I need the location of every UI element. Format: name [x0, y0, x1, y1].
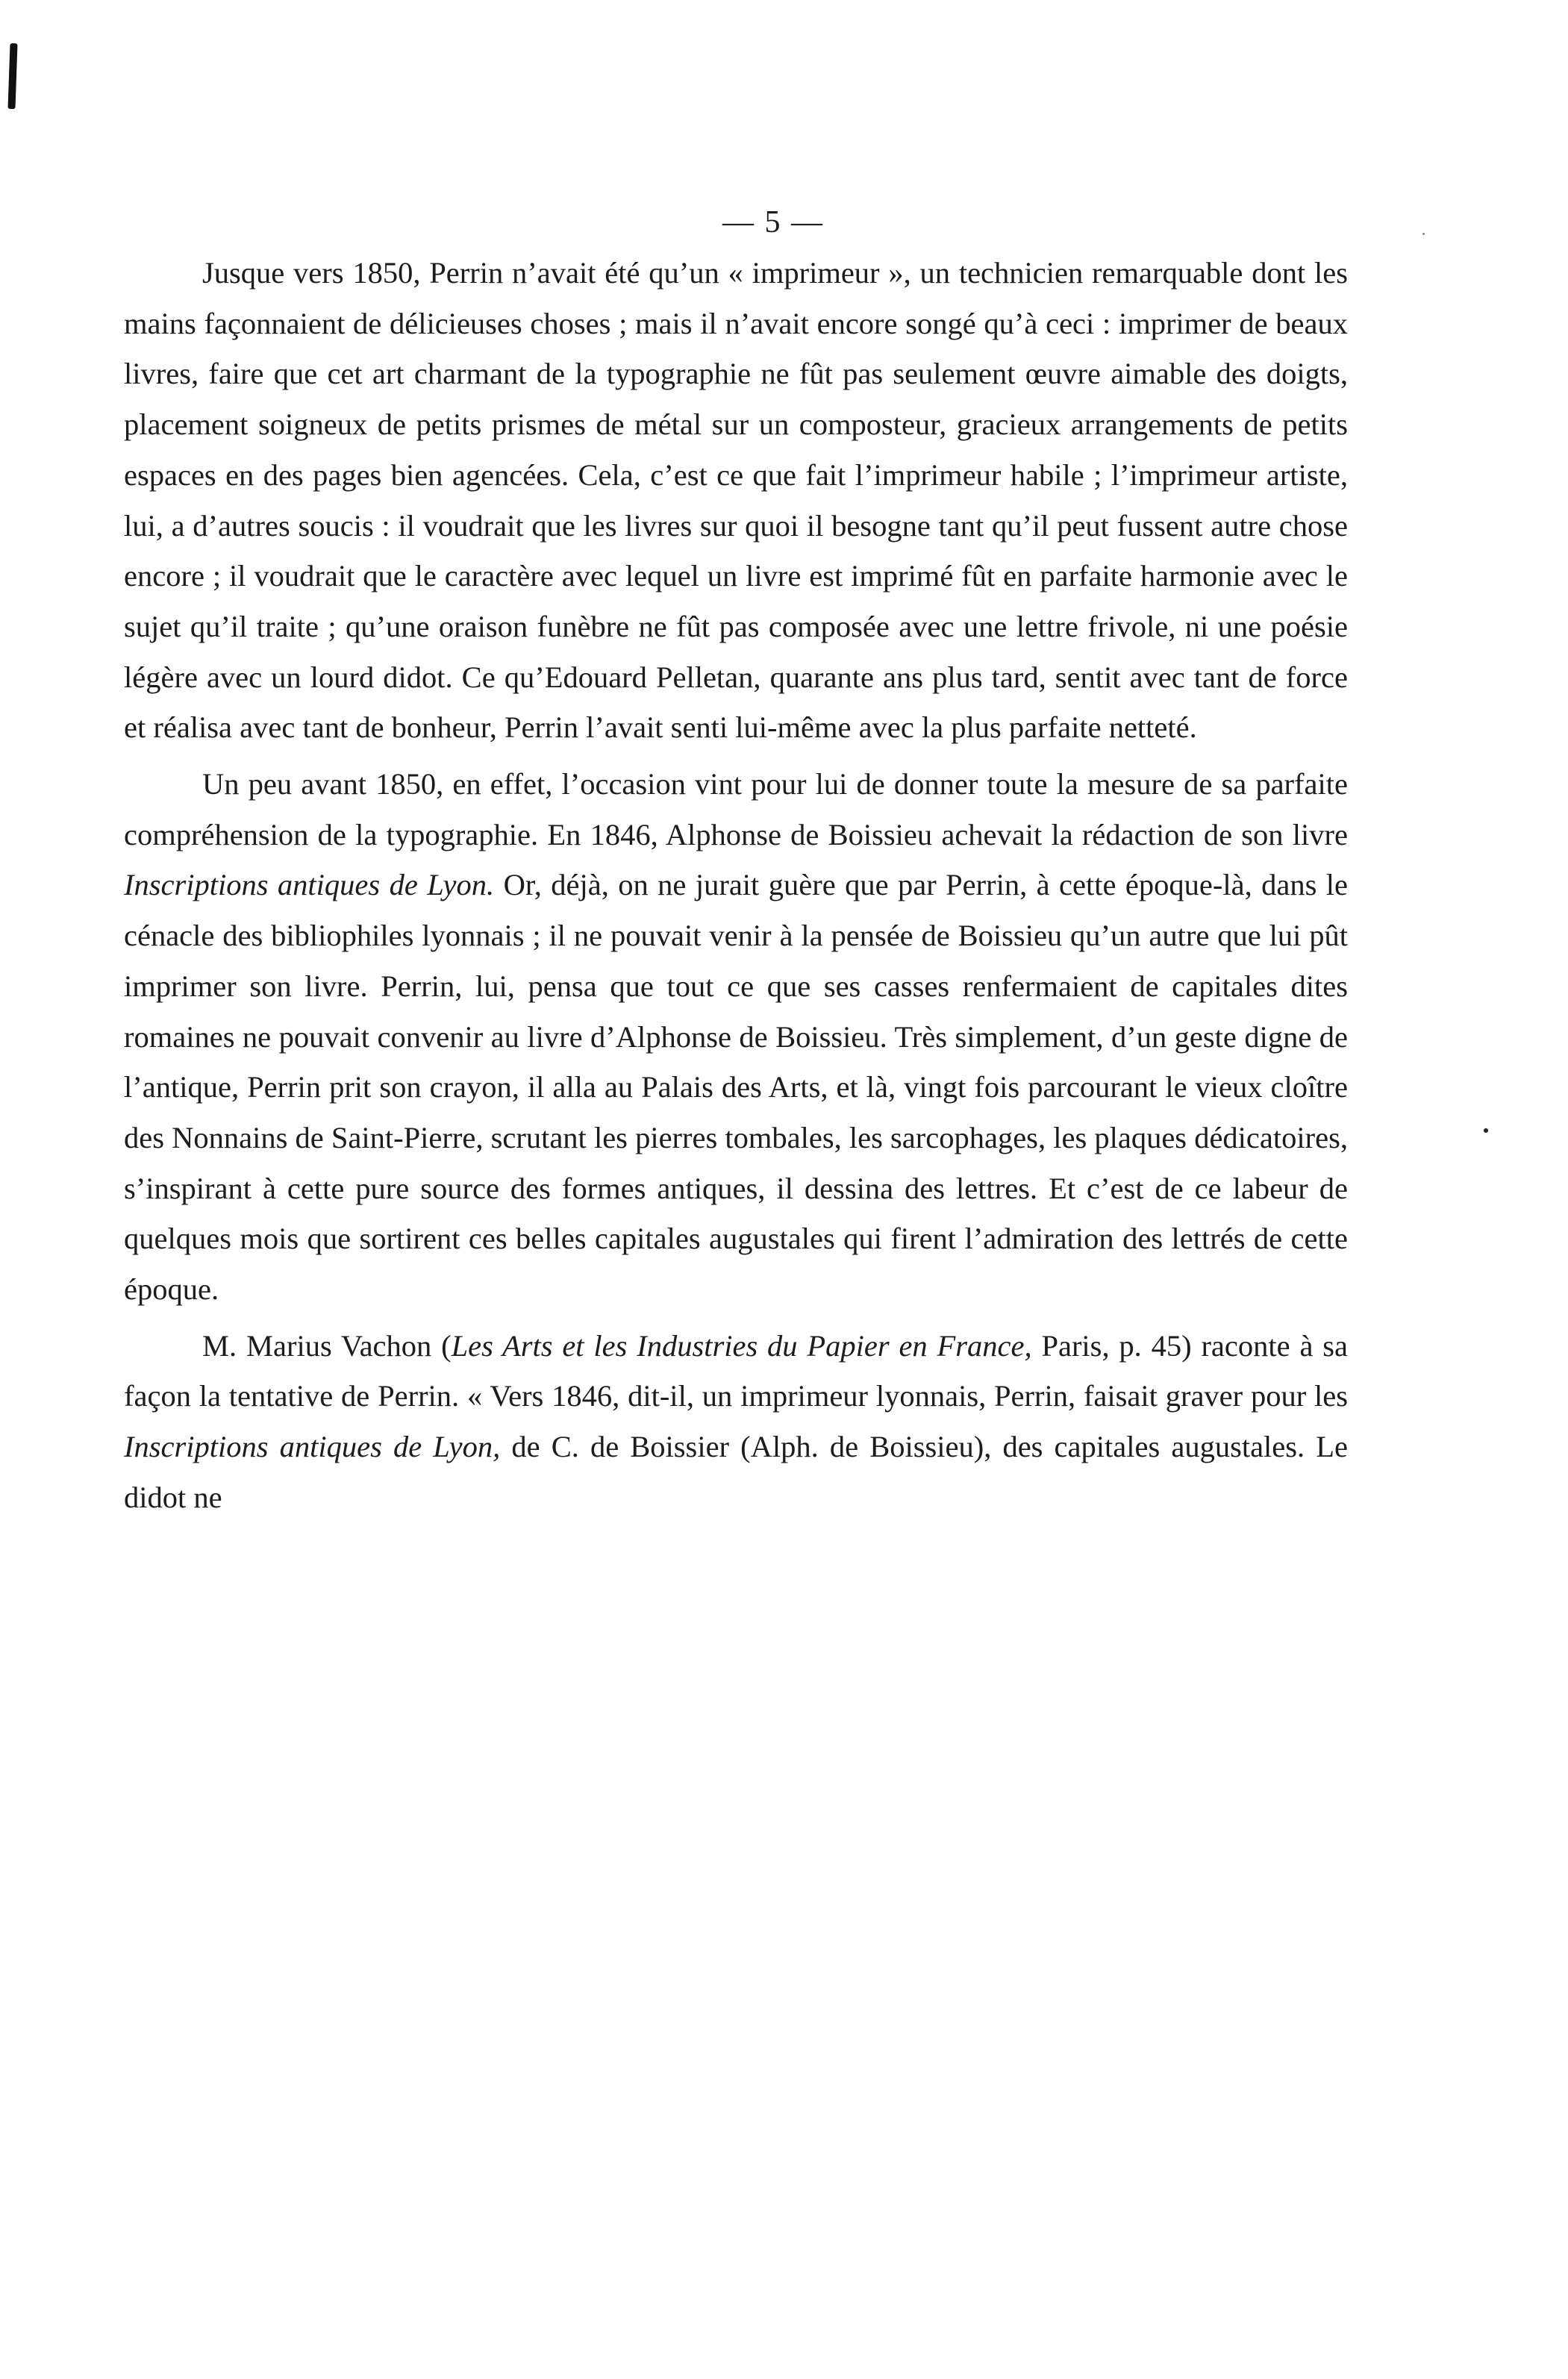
paragraph-3-text-c: de C. de Boissier (Alph. de Boissieu), des capitales augustales. Le didot ne: [124, 1430, 1348, 1514]
book-title-inscriptions-2: Inscriptions antiques de Lyon,: [124, 1430, 501, 1464]
paragraph-2-text-a: Un peu avant 1850, en effet, l’occasion vint pour lui de donner toute la mesure de sa parfaite compréhension de la typographie. En 1846, Alphonse de Boissieu achevait la rédaction de son livre: [124, 767, 1348, 851]
book-title-arts-industries: Les Arts et les Industries du Papier en France,: [451, 1328, 1032, 1363]
paragraph-1-text: Jusque vers 1850, Perrin n’avait été qu’un « imprimeur », un technicien remarquable dont les mains façonnaient de délicieuses choses ; mais il n’avait encore songé qu’à ceci : imprimer de beaux livres, faire que cet art charmant de la typographie ne fût pas seulement œuvre aimable des doigts, placement soigneux de petits prismes de métal sur un composteur, gracieux arrangements de petits espaces en des pages bien agencées. Cela, c’est ce que fait l’imprimeur habile ; l’imprimeur artiste, lui, a d’autres soucis : il voudrait que les livres sur quoi il besogne tant qu’il peut fussent autre chose encore ; il voudrait que le caractère avec lequel un livre est imprimé fût en parfaite harmonie avec le sujet qu’il traite ; qu’une oraison funèbre ne fût pas composée avec une lettre frivole, ni une poésie légère avec un lourd didot. Ce qu’Edouard Pelletan, quarante ans plus tard, sentit avec tant de force et réalisa avec tant de bonheur, Perrin l’avait senti lui-même avec la plus parfaite netteté.: [124, 256, 1348, 745]
paragraph-2: [124, 759, 1348, 1315]
body-text: [124, 248, 1348, 1523]
paragraph-2-text-b: Or, déjà, on ne jurait guère que par Perrin, à cette époque-là, dans le cénacle des bibliophiles lyonnais ; il ne pouvait venir à la pensée de Boissieu qu’un autre que lui pût imprimer son livre. Perrin, lui, pensa que tout ce que ses casses renfermaient de capitales dites romaines ne pouvait convenir au livre d’Alphonse de Boissieu. Très simplement, d’un geste digne de l’antique, Perrin prit son crayon, il alla au Palais des Arts, et là, vingt fois parcourant le vieux cloître des Nonnains de Saint-Pierre, scrutant les pierres tombales, les sarcophages, les plaques dédicatoires, s’inspirant à cette pure source des formes antiques, il dessina des lettres. Et c’est de ce labeur de quelques mois que sortirent ces belles capitales augustales qui firent l’admiration des lettrés de cette époque.: [124, 868, 1349, 1307]
scan-speck: [1484, 1128, 1488, 1133]
scan-edge-mark: [7, 43, 17, 109]
scan-speck: [1422, 233, 1425, 235]
paragraph-1: [124, 248, 1348, 753]
paragraph-3-text-a: M. Marius Vachon (: [202, 1328, 452, 1363]
book-title-inscriptions: Inscriptions antiques de Lyon.: [124, 868, 495, 902]
paragraph-3-text-b: Paris, p. 45) raconte à sa façon la tentative de Perrin. « Vers 1846, dit-il, un imprimeur lyonnais, Perrin, faisait graver pour les: [124, 1328, 1348, 1413]
paragraph-3: [124, 1321, 1348, 1523]
page-number: — 5 —: [722, 205, 824, 240]
